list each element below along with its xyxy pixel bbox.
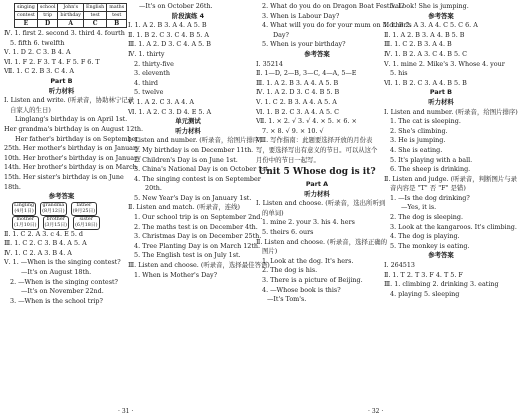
section-heading: 参考答案 (304, 49, 330, 58)
listening-line: 2. The dog is sleeping. (390, 213, 463, 222)
answer-line: Ⅳ. 1. C 2. A 3. B 4. A (4, 248, 72, 257)
column-1 (4, 2, 143, 306)
listening-line: —Yes, it is. (401, 203, 437, 212)
answer-line: 5. twelve (134, 88, 164, 97)
answer-line: Ⅴ. 1. A 2. C 3. A 4. A (128, 97, 195, 106)
listening-line: 1. When is Mother's Day? (134, 270, 218, 279)
section-heading: 参考答案 (48, 192, 75, 201)
table-cell: C (83, 20, 106, 28)
table-cell: trip (37, 12, 58, 20)
listening-line: Linglang's birthday is on April 1st. (15, 115, 128, 124)
answer-line: Ⅲ. 1. A 2. B 3. A 4. A 5. B (256, 78, 339, 87)
answer-line: 7. × 8. √ 9. × 10. √ (262, 126, 324, 135)
answer-line: Ⅳ. 1. A 2. D 3. C 4. B 5. B (256, 88, 340, 97)
answer-line: Ⅱ. 1. A 2. B 3. A 4. B 5. B (384, 30, 465, 39)
name-tag: sister (6月18日) (75, 216, 98, 228)
listening-line: 自家人的生日) (10, 105, 51, 114)
answer-line: Ⅴ. 1. C 2. B 3. A 4. A 5. A (256, 97, 337, 106)
listening-line: 5. Look! She is jumping. (390, 2, 469, 10)
answer-line: Ⅲ. 1. C 2. B 3. A 4. B (384, 40, 452, 49)
section-heading: 参考答案 (428, 11, 454, 20)
listening-line: 3. When is Labour Day? (262, 11, 340, 20)
answer-line: Ⅵ. 1. A 2. C 3. D 4. E 5. A (128, 107, 212, 116)
table-cell: E (15, 20, 38, 28)
listening-line: 5. It's playing with a ball. (390, 155, 473, 164)
listening-line: 音内容是 "T" 否 "F" 是错) (390, 184, 466, 193)
section-heading: 参考答案 (428, 251, 454, 260)
table-cell: B (107, 20, 127, 28)
answer-line: Ⅰ. 1. B 2. A 3. A 4. C 5. C 6. A (384, 21, 478, 30)
answer-line: Ⅲ. 1. climbing 2. drinking 3. eating (384, 280, 499, 289)
name-tag: brother (3月15日) (44, 216, 67, 228)
listening-line: 5. When is your birthday? (262, 40, 346, 49)
section-heading: 阶段演练 4 (171, 11, 205, 20)
listening-line: 3. Look at the kangaroos. It's climbing. (390, 222, 517, 231)
name-tag: grandma (8月12日) (42, 202, 65, 214)
section-heading: Part B (50, 76, 73, 85)
name-tag-row (4, 216, 119, 230)
event-table (14, 3, 127, 28)
listening-line: 图片) (262, 247, 278, 256)
listening-line: 2. The maths test is on December 4th. (134, 222, 258, 231)
listening-line: 3. He is jumping. (390, 136, 446, 145)
listening-line: Her grandma's birthday is on August 12th. (4, 124, 143, 133)
section-heading: Part A (305, 180, 329, 189)
answer-line: 4. playing 5. sleeping (390, 289, 460, 298)
section-heading: 听力材料 (175, 126, 201, 135)
listening-line: 15th. Her sister's birthday is on June (4, 172, 124, 181)
listening-line: 5. The monkey is eating. (390, 241, 470, 250)
answer-line: Ⅱ. 1. T 2. T 3. F 4. T 5. F (384, 270, 463, 279)
name-tag: father (9月25日) (72, 202, 96, 214)
listening-line: 5. The English test is on July 1st. (134, 251, 241, 260)
listening-line: 2. Children's Day is on June 1st. (134, 155, 238, 164)
table-cell: English (83, 4, 106, 12)
answer-line: —It's on October 26th. (139, 2, 213, 10)
listening-line: 20th. (145, 184, 162, 193)
listening-line: 3. There is a picture of Beijing. (262, 276, 363, 285)
table-cell: school (37, 4, 58, 12)
listening-line: 6. The sheep is drinking. (390, 165, 471, 174)
listening-line: 3. Christmas Day is on December 25th. (134, 232, 262, 241)
listening-line: 1. The cat is sleeping. (390, 117, 461, 126)
section-heading: 听力材料 (428, 97, 454, 106)
listening-line: Ⅰ. Listen and choose. (听录音，选出所听到 (256, 199, 386, 208)
table-cell: singing (15, 4, 38, 12)
listening-line: Ⅰ. Listen and number. (听录音，给图片排序) (128, 136, 262, 145)
listening-line: 2. The dog is his. (262, 266, 318, 275)
name-tag-row (4, 202, 119, 216)
answer-line: 2. thirty-five (134, 59, 174, 68)
name-tag: Lingling (4月1日) (14, 202, 35, 214)
answer-line: Ⅰ. 1. A 2. B 3. A 4. A 5. B (128, 21, 207, 30)
answer-line: Ⅲ. 1. C 2. C 3. B 4. A 5. A (4, 239, 87, 248)
listening-line: 5. New Year's Day is on January 1st. (134, 193, 252, 202)
listening-line: 2. She's climbing. (390, 126, 448, 135)
answer-line: Ⅴ. 1. D 2. C 3. B 4. A (4, 48, 71, 57)
listening-line: Her father's birthday is on September (15, 134, 139, 143)
table-cell: A (58, 20, 84, 28)
table-cell: test (107, 12, 127, 20)
listening-line: Ⅰ. Listen and write. (听录音，协助林宁记录 (4, 96, 135, 105)
listening-line: 4. Tree Planting Day is on March 12th. (134, 241, 261, 250)
listening-line: 4. —Whose book is this? (262, 285, 341, 294)
table-cell: D (37, 20, 58, 28)
listening-line: 4. She is eating. (390, 145, 443, 154)
answer-line: Ⅴ. 1. —When is the singing contest? (4, 258, 121, 267)
table-cell: birthday (58, 12, 84, 20)
listening-line: 14th. Her brother's birthday is on March (4, 163, 137, 172)
listening-line: 18th. (4, 182, 21, 191)
answer-line: 月份中的节日一起写。 (256, 155, 320, 164)
listening-line: 5. theirs 6. ours (262, 228, 314, 237)
answer-line: Ⅳ. 1. thirty (128, 49, 165, 58)
name-tag: mother (1月10日) (14, 216, 37, 228)
listening-line: 2. What do you do on Dragon Boat Festival? (262, 2, 405, 10)
section-heading: 听力材料 (48, 86, 75, 95)
listening-line: Ⅲ. Listen and choose. (听录音，选择最佳答语) (128, 261, 270, 270)
section-heading: Part B (429, 88, 453, 97)
listening-line: 4. What will you do for your mum on Mother's (262, 21, 412, 30)
answer-line: Ⅰ. 264513 (384, 261, 415, 270)
listening-line: 的单词) (262, 208, 284, 217)
answer-line: Ⅰ. 35214 (256, 59, 283, 68)
answer-line: 2. —When is the singing contest? (10, 277, 118, 286)
answer-line: Ⅵ. 1. B 2. C 3. A 4. B 5. B (384, 78, 467, 87)
answer-line: Ⅷ. 写作指南：此题要选择开放的月份表 (256, 136, 373, 145)
listening-line: —It's Tom's. (267, 295, 307, 304)
listening-line: 10th. Her brother's birthday is on January (4, 153, 141, 162)
answer-line: Ⅱ. 1. B 2. C 3. C 4. B 5. A (128, 30, 209, 39)
answer-line: Ⅲ. 1. A 2. D 3. C 4. A 5. B (128, 40, 211, 49)
listening-line: 3. China's National Day is on October 1st. (134, 165, 271, 174)
unit-title: Unit 5 Whose dog is it? (258, 167, 376, 178)
listening-line: 1. mine 2. your 3. his 4. hers (262, 218, 355, 227)
listening-line: 1. —Is the dog drinking? (390, 193, 470, 202)
table-cell: John's (58, 4, 84, 12)
answer-line: —It's on August 18th. (21, 268, 92, 277)
answer-line: Ⅱ. 1. C 2. A 3. c 4. E 5. d (4, 229, 84, 238)
listening-line: Ⅱ. Listen and judge. (听录音，判断图片与录 (384, 174, 518, 183)
answer-line: 4. third (134, 78, 159, 87)
answer-line: Ⅳ. 1. first 2. second 3. third 4. fourth (4, 29, 125, 37)
answer-line: Ⅵ. 1. F 2. F 3. T 4. F 5. F 6. T (4, 57, 100, 66)
listening-line: Day? (273, 30, 289, 39)
listening-line: Ⅰ. Listen and number. (听录音，给图片排序) (384, 107, 518, 116)
table-cell: maths (107, 4, 127, 12)
answer-line: 写，要选择写出有意义的节日。可以从这个 (256, 145, 378, 154)
page-number-right: · 32 · (368, 408, 384, 415)
section-heading: 听力材料 (304, 189, 330, 198)
answer-line: Ⅱ. 1—D, 2—B, 3—C, 4—A, 5—E (256, 69, 357, 78)
answer-line: 5. fifth 6. twelfth (10, 38, 65, 47)
answer-line: 3. eleventh (134, 69, 170, 78)
listening-line: Ⅱ. Listen and match. (听录音，连线) (128, 203, 241, 212)
table-cell: contest (15, 12, 38, 20)
listening-line: 25th. Her mother's birthday is on January (4, 144, 140, 153)
answer-line: 3. —When is the school trip? (10, 296, 103, 305)
answer-line: Ⅴ. 1. mine 2. Mike's 3. Whose 4. your (384, 59, 505, 68)
listening-line: 4. The singing contest is on September (134, 174, 261, 183)
listening-line: Ⅱ. Listen and choose. (听录音，选择正确的 (256, 237, 388, 246)
listening-line: 1. Our school trip is on September 2nd. (134, 213, 263, 222)
answer-line: Ⅶ. 1. × 2. √ 3. √ 4. × 5. × 6. × (256, 117, 357, 126)
answer-line: —It's on November 22nd. (21, 287, 104, 296)
listening-line: 1. My birthday is on December 11th. (134, 145, 254, 154)
table-cell: test (83, 12, 106, 20)
answer-line: Ⅳ. 1. B 2. A 3. C 4. B 5. C (384, 49, 468, 58)
page-number-left: · 31 · (118, 408, 134, 415)
section-heading: 单元测试 (175, 117, 201, 126)
answer-line: Ⅶ. 1. C 2. B 3. C 4. A (4, 67, 75, 76)
answer-line: Ⅵ. 1. B 2. C 3. A 4. A 5. C (256, 107, 339, 116)
listening-line: 4. The dog is playing. (390, 232, 460, 241)
listening-line: 1. Look at the dog. It's hers. (262, 256, 354, 265)
answer-line: 5. his (390, 69, 408, 78)
column-4 (384, 2, 518, 299)
